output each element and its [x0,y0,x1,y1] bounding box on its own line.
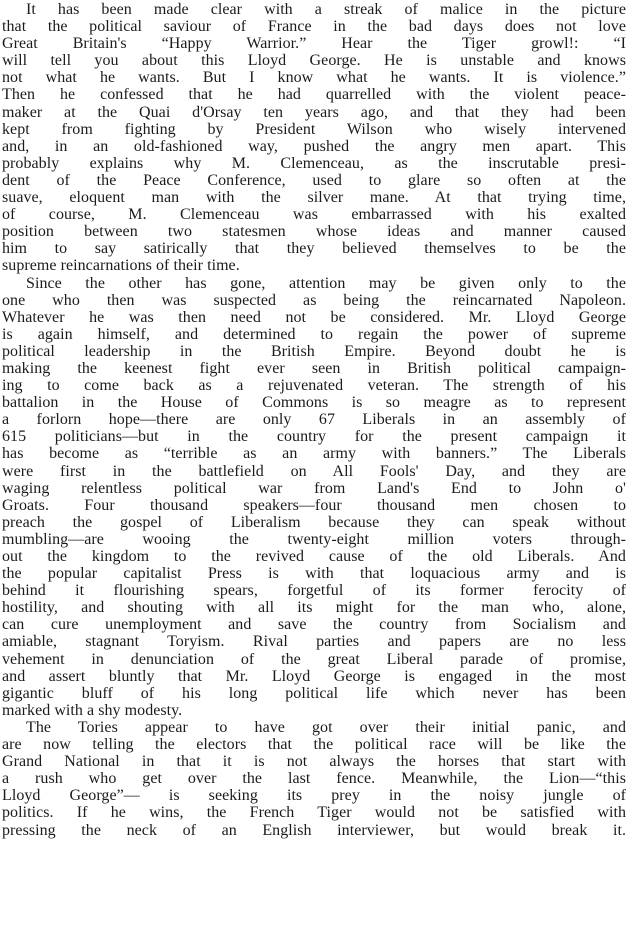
text-line: suave, eloquent man with the silver mane. At that trying time, [2,189,626,207]
text-line: making the keenest fight ever seen in British political campaign- [2,359,626,377]
article-column [2,1,626,839]
text-line: ing to come back as a rejuvenated veteran. The strength of his [2,377,626,395]
text-line: The Tories appear to have got over their initial panic, and [26,718,626,736]
paragraph-p2 [2,275,626,719]
text-line: It has been made clear with a streak of malice in the picture [26,1,626,18]
text-line: him to say satirically that they believed themselves to be the [2,240,626,258]
text-line: vehement in denunciation of the great Liberal parade of promise, [2,650,626,668]
text-line: dent of the Peace Conference, used to glare so often at the [2,171,626,189]
text-line: are now telling the electors that the political race will be like the [2,736,626,754]
text-line: Great Britain's “Happy Warrior.” Hear the Tiger growl!: “I [2,35,626,53]
text-line: were first in the battlefield on All Fools' Day, and they are [2,462,626,480]
text-line: a rush who get over the last fence. Meanwhile, the Lion—“this [2,770,626,788]
text-line: that the political saviour of France in the bad days does not love [2,18,626,36]
text-line: preach the gospel of Liberalism because they can speak without [2,513,626,531]
paragraph-p3 [2,719,626,839]
text-line: can cure unemployment and save the country from Socialism and [2,616,626,634]
text-line: is again himself, and determined to regain the power of supreme [2,325,626,343]
text-line: amiable, stagnant Toryism. Rival parties and papers are no less [2,633,626,651]
text-line: waging relentless political war from Land's End to John o' [2,479,626,497]
text-line: one who then was suspected as being the reincarnated Napoleon. [2,291,626,309]
text-line: Since the other has gone, attention may be given only to the [26,274,626,292]
text-line: hostility, and shouting with all its might for the man who, alone, [2,599,626,617]
text-line: and assert bluntly that Mr. Lloyd George is engaged in the most [2,667,626,685]
text-line: maker at the Quai d'Orsay ten years ago, and that they had been [2,103,626,121]
text-line: 615 politicians—but in the country for the present campaign it [2,428,626,446]
text-line: politics. If he wins, the French Tiger would not be satisfied with [2,804,626,822]
text-line: gigantic bluff of his long political life which never has been [2,684,626,702]
text-line: position between two statesmen whose ideas and manner caused [2,223,626,241]
text-line: marked with a shy modesty. [2,701,183,719]
text-line: battalion in the House of Commons is so meagre as to represent [2,394,626,412]
text-line: Then he confessed that he had quarrelled with the violent peace- [2,86,626,104]
text-line: mumbling—are wooing the twenty-eight million voters through- [2,530,626,548]
text-line: has become as “terrible as an army with banners.” The Liberals [2,445,626,463]
text-line: out the kingdom to the revived cause of the old Liberals. And [2,548,626,565]
paragraph-p1 [2,1,626,275]
text-line: behind it flourishing spears, forgetful of its former ferocity of [2,582,626,600]
text-line: of course, M. Clemenceau was embarrassed with his exalted [2,206,626,224]
text-line: and, in an old-fashioned way, pushed the angry men apart. This [2,137,626,155]
text-line: pressing the neck of an English interviewer, but would break it. [2,821,626,839]
text-line: not what he wants. But I know what he wants. It is violence.” [2,69,626,87]
text-line: a forlorn hope—there are only 67 Liberals in an assembly of [2,411,626,429]
text-line: political leadership in the British Empire. Beyond doubt he is [2,342,626,360]
text-line: Whatever he was then need not be considered. Mr. Lloyd George [2,308,626,326]
text-line: will tell you about this Lloyd George. He is unstable and knows [2,52,626,70]
text-line: Lloyd George”— is seeking its prey in the noisy jungle of [2,787,626,805]
text-line: the popular capitalist Press is with that loquacious army and is [2,565,626,583]
text-line: supreme reincarnations of their time. [2,257,240,275]
text-line: Groats. Four thousand speakers—four thousand men chosen to [2,496,626,514]
text-line: kept from fighting by President Wilson who wisely intervened [2,120,626,138]
text-line: probably explains why M. Clemenceau, as the inscrutable presi- [2,154,626,172]
text-line: Grand National in that it is not always the horses that start with [2,753,626,771]
